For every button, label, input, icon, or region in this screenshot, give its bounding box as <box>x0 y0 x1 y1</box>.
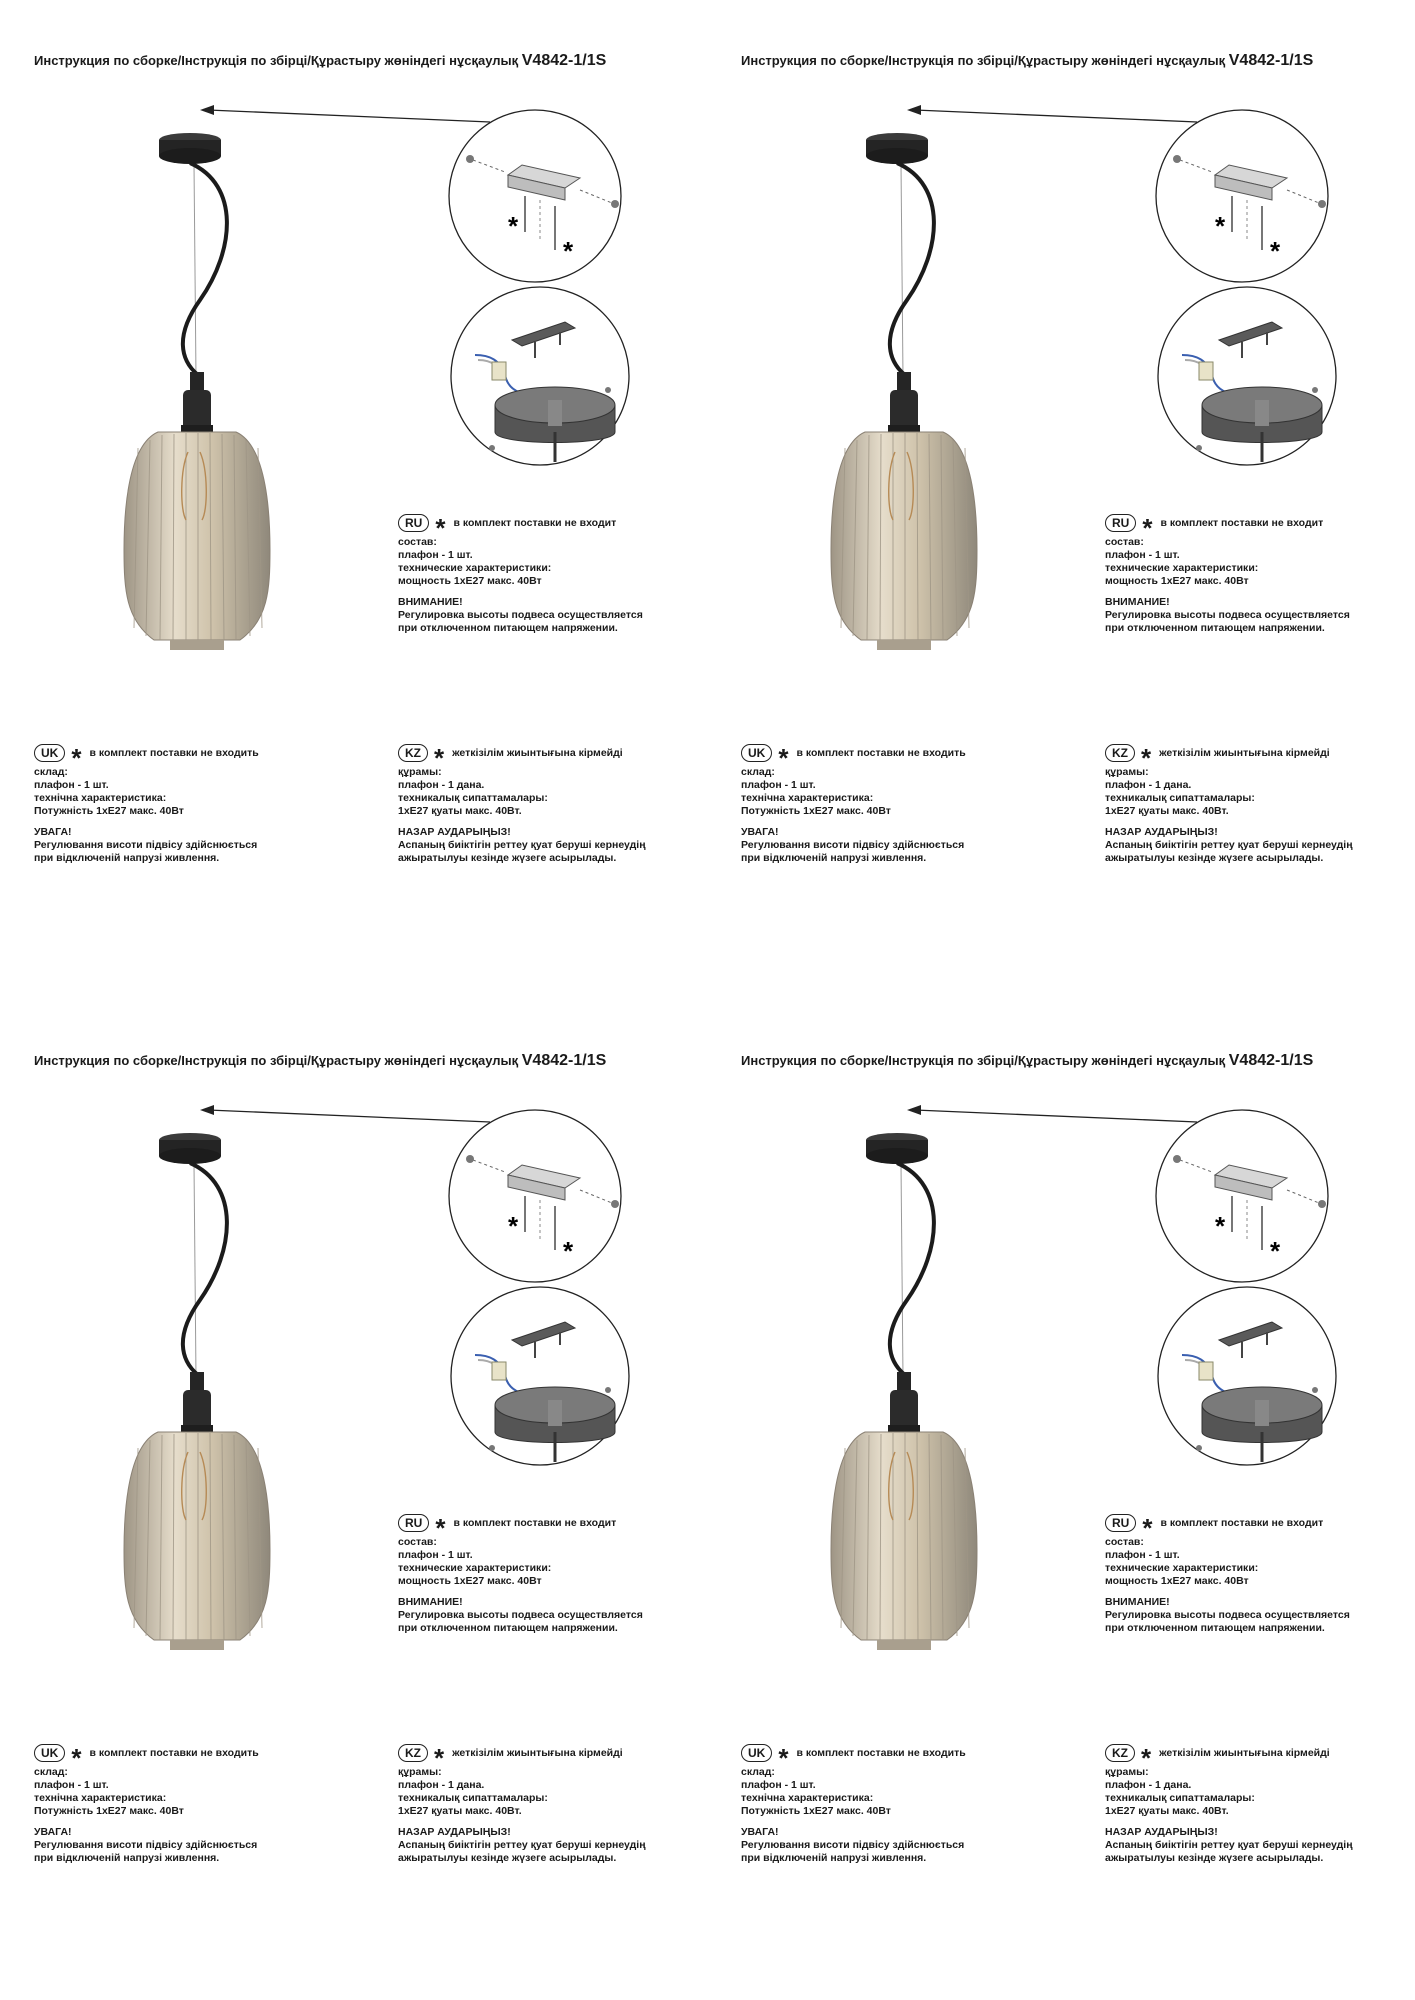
uk-line: Потужність 1хE27 макс. 40Вт <box>34 805 184 817</box>
asterisk-icon: * <box>434 743 445 773</box>
uk-line: плафон - 1 шт. <box>34 779 109 791</box>
asterisk-icon: * <box>508 211 519 241</box>
uk-line: Потужність 1хE27 макс. 40Вт <box>741 1805 891 1817</box>
kz-line: құрамы: <box>1105 1766 1149 1778</box>
asterisk-icon: * <box>563 1236 574 1266</box>
asterisk-icon: * <box>71 1743 82 1773</box>
asterisk-icon: * <box>1142 1513 1153 1543</box>
kz-line: құрамы: <box>398 766 442 778</box>
ru-section <box>1105 1513 1350 1635</box>
asterisk-icon: * <box>71 743 82 773</box>
ru-star-note: в комплект поставки не входит <box>453 516 617 529</box>
uk-warning-title: УВАГА! <box>34 826 72 838</box>
kz-line: техникалық сипаттамалары: <box>1105 792 1255 804</box>
kz-warning-line: ажыратылуы кезінде жүзеге асырылады. <box>1105 1852 1324 1864</box>
kz-warning-title: НАЗАР АУДАРЫҢЫЗ! <box>398 1826 511 1838</box>
pendant-lamp-illustration <box>831 133 977 650</box>
kz-line: құрамы: <box>1105 766 1149 778</box>
uk-line: технічна характеристика: <box>741 1792 874 1804</box>
kz-warning-line: ажыратылуы кезінде жүзеге асырылады. <box>398 852 617 864</box>
pendant-lamp-illustration <box>124 1133 270 1650</box>
kz-section <box>1105 743 1353 865</box>
kz-warning-title: НАЗАР АУДАРЫҢЫЗ! <box>1105 826 1218 838</box>
asterisk-icon: * <box>1142 513 1153 543</box>
bracket-detail-illustration <box>449 110 621 282</box>
uk-section <box>741 743 966 865</box>
uk-section <box>34 1743 259 1865</box>
kz-line: 1хE27 қуаты макс. 40Вт. <box>1105 1805 1229 1817</box>
ru-warning-line: при отключенном питающем напряжении. <box>1105 1622 1325 1634</box>
pendant-lamp-illustration <box>124 133 270 650</box>
asterisk-icon: * <box>434 1743 445 1773</box>
kz-star-note: жеткізілім жиынтығына кірмейді <box>452 1746 623 1759</box>
kz-line: құрамы: <box>398 1766 442 1778</box>
asterisk-icon: * <box>435 513 446 543</box>
ru-section <box>1105 513 1350 635</box>
asterisk-icon: * <box>778 743 789 773</box>
ru-line: мощность 1хE27 макс. 40Вт <box>1105 1575 1249 1587</box>
uk-section <box>741 1743 966 1865</box>
ru-line: плафон - 1 шт. <box>398 549 473 561</box>
pointer-arrow <box>907 105 1197 122</box>
ru-line: технические характеристики: <box>398 562 552 574</box>
kz-line: плафон - 1 дана. <box>398 1779 485 1791</box>
kz-warning-line: ажыратылуы кезінде жүзеге асырылады. <box>1105 852 1324 864</box>
instruction-sheet <box>0 0 707 1000</box>
uk-line: плафон - 1 шт. <box>34 1779 109 1791</box>
ru-warning-title: ВНИМАНИЕ! <box>398 1596 463 1608</box>
kz-warning-line: Аспаның биіктігін реттеу қуат беруші кернеудің <box>398 1839 646 1851</box>
asterisk-icon: * <box>435 1513 446 1543</box>
title-text: Инструкция по сборке/Інструкція по збірці/Құрастыру жөніндегі нұсқаулық <box>741 53 1226 68</box>
pendant-lamp-illustration <box>831 1133 977 1650</box>
ru-warning-title: ВНИМАНИЕ! <box>1105 596 1170 608</box>
uk-line: технічна характеристика: <box>741 792 874 804</box>
kz-warning-title: НАЗАР АУДАРЫҢЫЗ! <box>1105 1826 1218 1838</box>
ru-star-note: в комплект поставки не входит <box>1160 516 1324 529</box>
canopy-wiring-illustration <box>1158 287 1336 465</box>
uk-warning-line: при відключеній напрузі живлення. <box>741 1852 927 1864</box>
asterisk-icon: * <box>1141 1743 1152 1773</box>
title-text: Инструкция по сборке/Інструкція по збірці/Құрастыру жөніндегі нұсқаулық <box>741 1053 1226 1068</box>
kz-section <box>398 743 646 865</box>
kz-badge: KZ <box>1105 1744 1135 1762</box>
ru-badge: RU <box>398 1514 429 1532</box>
asterisk-icon: * <box>1141 743 1152 773</box>
canopy-wiring-illustration <box>451 1287 629 1465</box>
kz-badge: KZ <box>398 1744 428 1762</box>
pointer-arrow <box>907 1105 1197 1122</box>
title-text: Инструкция по сборке/Інструкція по збірці/Құрастыру жөніндегі нұсқаулық <box>34 1053 519 1068</box>
uk-warning-line: Регулювання висоти підвісу здійснюється <box>741 1839 965 1851</box>
ru-warning-title: ВНИМАНИЕ! <box>398 596 463 608</box>
kz-line: плафон - 1 дана. <box>1105 1779 1192 1791</box>
ru-line: технические характеристики: <box>1105 1562 1259 1574</box>
uk-line: склад: <box>741 766 775 778</box>
uk-warning-title: УВАГА! <box>741 826 779 838</box>
asterisk-icon: * <box>778 1743 789 1773</box>
uk-warning-line: при відключеній напрузі живлення. <box>34 1852 220 1864</box>
uk-warning-line: Регулювання висоти підвісу здійснюється <box>34 839 258 851</box>
uk-star-note: в комплект поставки не входить <box>89 746 259 759</box>
ru-section <box>398 1513 643 1635</box>
bracket-detail-illustration <box>1156 110 1328 282</box>
model-number: V4842-1/1S <box>1228 1052 1314 1069</box>
kz-star-note: жеткізілім жиынтығына кірмейді <box>452 746 623 759</box>
ru-line: технические характеристики: <box>398 1562 552 1574</box>
kz-warning-line: Аспаның биіктігін реттеу қуат беруші кернеудің <box>1105 1839 1353 1851</box>
uk-star-note: в комплект поставки не входить <box>796 1746 966 1759</box>
kz-line: плафон - 1 дана. <box>1105 779 1192 791</box>
uk-line: склад: <box>34 766 68 778</box>
uk-warning-line: при відключеній напрузі живлення. <box>741 852 927 864</box>
asterisk-icon: * <box>1215 211 1226 241</box>
uk-section <box>34 743 259 865</box>
uk-star-note: в комплект поставки не входить <box>89 1746 259 1759</box>
ru-warning-line: при отключенном питающем напряжении. <box>1105 622 1325 634</box>
uk-badge: UK <box>34 744 65 762</box>
canopy-wiring-illustration <box>451 287 629 465</box>
uk-warning-title: УВАГА! <box>741 1826 779 1838</box>
bracket-detail-illustration <box>449 1110 621 1282</box>
kz-warning-line: Аспаның биіктігін реттеу қуат беруші кернеудің <box>398 839 646 851</box>
uk-warning-title: УВАГА! <box>34 1826 72 1838</box>
kz-badge: KZ <box>1105 744 1135 762</box>
model-number: V4842-1/1S <box>1228 52 1314 69</box>
uk-warning-line: Регулювання висоти підвісу здійснюється <box>741 839 965 851</box>
asterisk-icon: * <box>563 236 574 266</box>
kz-star-note: жеткізілім жиынтығына кірмейді <box>1159 1746 1330 1759</box>
kz-section <box>1105 1743 1353 1865</box>
kz-line: 1хE27 қуаты макс. 40Вт. <box>398 805 522 817</box>
uk-line: Потужність 1хE27 макс. 40Вт <box>741 805 891 817</box>
ru-warning-title: ВНИМАНИЕ! <box>1105 1596 1170 1608</box>
ru-line: мощность 1хE27 макс. 40Вт <box>398 575 542 587</box>
kz-line: техникалық сипаттамалары: <box>1105 1792 1255 1804</box>
kz-star-note: жеткізілім жиынтығына кірмейді <box>1159 746 1330 759</box>
ru-warning-line: Регулировка высоты подвеса осуществляется <box>1105 1609 1350 1621</box>
ru-line: плафон - 1 шт. <box>1105 1549 1180 1561</box>
asterisk-icon: * <box>1270 1236 1281 1266</box>
uk-line: склад: <box>741 1766 775 1778</box>
ru-badge: RU <box>398 514 429 532</box>
kz-line: 1хE27 қуаты макс. 40Вт. <box>1105 805 1229 817</box>
kz-badge: KZ <box>398 744 428 762</box>
ru-line: мощность 1хE27 макс. 40Вт <box>1105 575 1249 587</box>
uk-badge: UK <box>741 1744 772 1762</box>
kz-warning-title: НАЗАР АУДАРЫҢЫЗ! <box>398 826 511 838</box>
uk-badge: UK <box>34 1744 65 1762</box>
title-text: Инструкция по сборке/Інструкція по збірці/Құрастыру жөніндегі нұсқаулық <box>34 53 519 68</box>
ru-line: технические характеристики: <box>1105 562 1259 574</box>
uk-line: технічна характеристика: <box>34 792 167 804</box>
uk-line: Потужність 1хE27 макс. 40Вт <box>34 1805 184 1817</box>
ru-warning-line: Регулировка высоты подвеса осуществляется <box>398 609 643 621</box>
model-number: V4842-1/1S <box>521 1052 607 1069</box>
ru-warning-line: Регулировка высоты подвеса осуществляется <box>398 1609 643 1621</box>
kz-line: техникалық сипаттамалары: <box>398 792 548 804</box>
ru-star-note: в комплект поставки не входит <box>453 1516 617 1529</box>
model-number: V4842-1/1S <box>521 52 607 69</box>
ru-badge: RU <box>1105 514 1136 532</box>
ru-star-note: в комплект поставки не входит <box>1160 1516 1324 1529</box>
ru-line: состав: <box>398 536 437 548</box>
uk-star-note: в комплект поставки не входить <box>796 746 966 759</box>
canopy-wiring-illustration <box>1158 1287 1336 1465</box>
kz-line: техникалық сипаттамалары: <box>398 1792 548 1804</box>
asterisk-icon: * <box>1270 236 1281 266</box>
ru-warning-line: при отключенном питающем напряжении. <box>398 622 618 634</box>
uk-warning-line: при відключеній напрузі живлення. <box>34 852 220 864</box>
ru-warning-line: Регулировка высоты подвеса осуществляется <box>1105 609 1350 621</box>
ru-line: состав: <box>1105 1536 1144 1548</box>
ru-line: состав: <box>1105 536 1144 548</box>
uk-line: плафон - 1 шт. <box>741 1779 816 1791</box>
instruction-sheet <box>0 1000 707 2000</box>
uk-badge: UK <box>741 744 772 762</box>
bracket-detail-illustration <box>1156 1110 1328 1282</box>
uk-line: плафон - 1 шт. <box>741 779 816 791</box>
ru-line: плафон - 1 шт. <box>1105 549 1180 561</box>
kz-line: плафон - 1 дана. <box>398 779 485 791</box>
pointer-arrow <box>200 1105 490 1122</box>
kz-section <box>398 1743 646 1865</box>
instruction-sheet <box>707 0 1414 1000</box>
kz-line: 1хE27 қуаты макс. 40Вт. <box>398 1805 522 1817</box>
uk-line: склад: <box>34 1766 68 1778</box>
ru-section <box>398 513 643 635</box>
ru-warning-line: при отключенном питающем напряжении. <box>398 1622 618 1634</box>
ru-line: состав: <box>398 1536 437 1548</box>
uk-line: технічна характеристика: <box>34 1792 167 1804</box>
pointer-arrow <box>200 105 490 122</box>
asterisk-icon: * <box>1215 1211 1226 1241</box>
kz-warning-line: ажыратылуы кезінде жүзеге асырылады. <box>398 1852 617 1864</box>
ru-line: плафон - 1 шт. <box>398 1549 473 1561</box>
ru-badge: RU <box>1105 1514 1136 1532</box>
ru-line: мощность 1хE27 макс. 40Вт <box>398 1575 542 1587</box>
instruction-sheet <box>707 1000 1414 2000</box>
uk-warning-line: Регулювання висоти підвісу здійснюється <box>34 1839 258 1851</box>
kz-warning-line: Аспаның биіктігін реттеу қуат беруші кернеудің <box>1105 839 1353 851</box>
asterisk-icon: * <box>508 1211 519 1241</box>
